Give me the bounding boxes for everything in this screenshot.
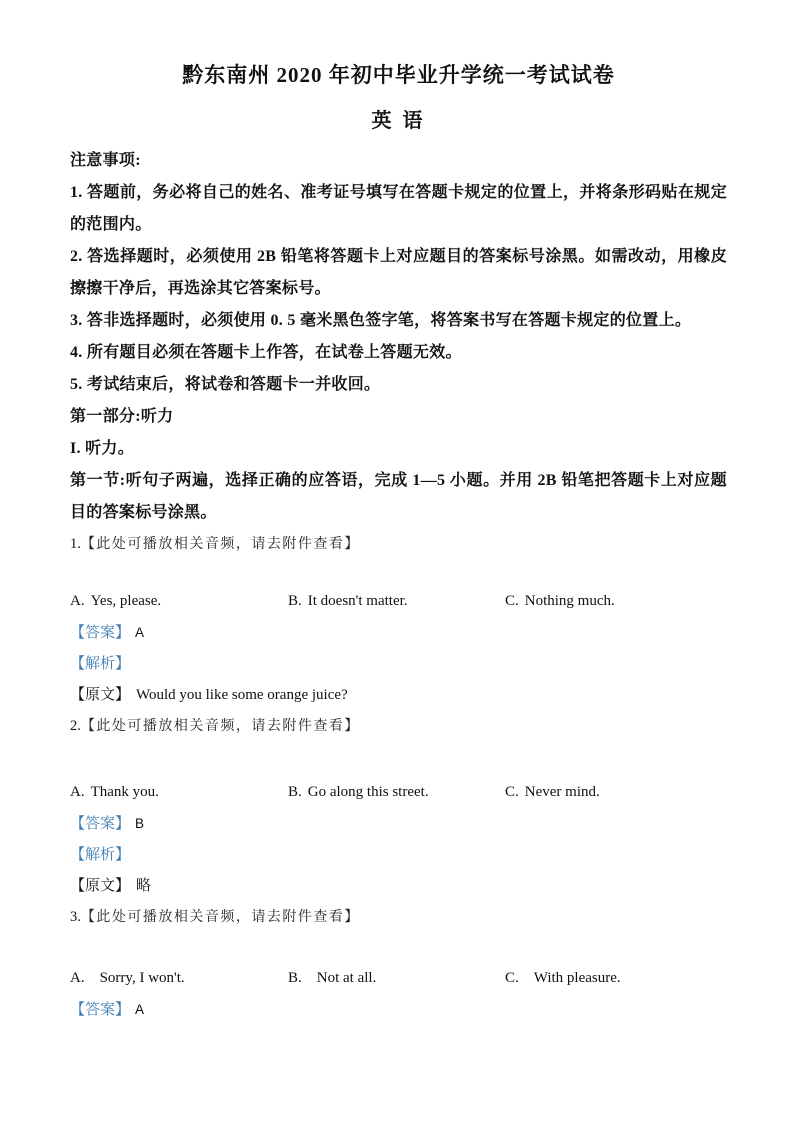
audio-placeholder-text: 【此处可播放相关音频，请去附件查看】	[80, 910, 360, 925]
notice-heading: 注意事项:	[70, 152, 141, 169]
question-3-option-a: A. Sorry, I won't.	[70, 970, 185, 986]
source-label: 【原文】	[70, 878, 131, 894]
question-1-option-a: A. Yes, please.	[70, 593, 162, 609]
question-3-answer-value: A	[135, 1002, 145, 1017]
question-1-options	[70, 586, 727, 617]
question-3	[70, 902, 727, 1026]
question-2-audio-note	[70, 711, 727, 742]
question-3-audio-note	[70, 902, 727, 933]
question-3-option-c: C. With pleasure.	[505, 970, 621, 986]
notice-item-3: 3. 答非选择题时，必须使用 0. 5 毫米黑色签字笔，将答案书写在答题卡规定的位置上。	[70, 312, 692, 329]
question-2-options	[70, 777, 727, 808]
question-2-number: 2.	[70, 718, 81, 734]
question-1-answer-line	[70, 617, 727, 649]
section1-instruction: 第一节:听句子两遍，选择正确的应答语，完成 1—5 小题。并用 2B 铅笔把答题卡上对应题目的答案标号涂黑。	[70, 472, 727, 521]
question-1-number: 1.	[70, 536, 81, 552]
question-1-answer-value: A	[135, 625, 145, 640]
question-1-source-text: Would you like some orange juice?	[136, 687, 348, 703]
notice-item-1: 1. 答题前，务必将自己的姓名、准考证号填写在答题卡规定的位置上，并将条形码贴在规定的范围内。	[70, 184, 727, 233]
question-2	[70, 711, 727, 902]
listening-heading: I. 听力。	[70, 440, 135, 457]
question-1	[70, 529, 727, 711]
answer-label: 【答案】	[70, 816, 131, 832]
question-2-analysis-line	[70, 840, 727, 871]
question-2-option-a: A. Thank you.	[70, 784, 159, 800]
notice-item-2: 2. 答选择题时，必须使用 2B 铅笔将答题卡上对应题目的答案标号涂黑。如需改动，用橡皮擦擦干净后，再选涂其它答案标号。	[70, 248, 727, 297]
question-3-options	[70, 963, 727, 994]
notice-item-5: 5. 考试结束后，将试卷和答题卡一并收回。	[70, 376, 381, 393]
part1-heading: 第一部分:听力	[70, 408, 174, 425]
notice-item-4: 4. 所有题目必须在答题卡上作答，在试卷上答题无效。	[70, 344, 462, 361]
audio-placeholder-text: 【此处可播放相关音频，请去附件查看】	[80, 719, 360, 734]
question-3-number: 3.	[70, 909, 81, 925]
audio-placeholder-text: 【此处可播放相关音频，请去附件查看】	[80, 537, 360, 552]
page-title: 黔东南州 2020 年初中毕业升学统一考试试卷	[182, 63, 615, 87]
analysis-label: 【解析】	[70, 847, 131, 863]
analysis-label: 【解析】	[70, 656, 131, 672]
question-2-source-text: 略	[136, 878, 152, 894]
source-label: 【原文】	[70, 687, 131, 703]
question-2-answer-line	[70, 808, 727, 840]
answer-label: 【答案】	[70, 1002, 131, 1018]
question-3-answer-line	[70, 994, 727, 1026]
question-2-option-b: B. Go along this street.	[288, 784, 429, 800]
question-1-source-line	[70, 680, 727, 711]
question-1-option-c: C. Nothing much.	[505, 593, 615, 609]
question-3-option-b: B. Not at all.	[288, 970, 377, 986]
question-2-option-c: C. Never mind.	[505, 784, 600, 800]
subject-title: 英 语	[371, 110, 426, 132]
question-1-audio-note	[70, 529, 727, 560]
question-1-option-b: B. It doesn't matter.	[288, 593, 408, 609]
question-2-source-line	[70, 871, 727, 902]
question-1-analysis-line	[70, 649, 727, 680]
answer-label: 【答案】	[70, 625, 131, 641]
question-2-answer-value: B	[135, 816, 145, 831]
